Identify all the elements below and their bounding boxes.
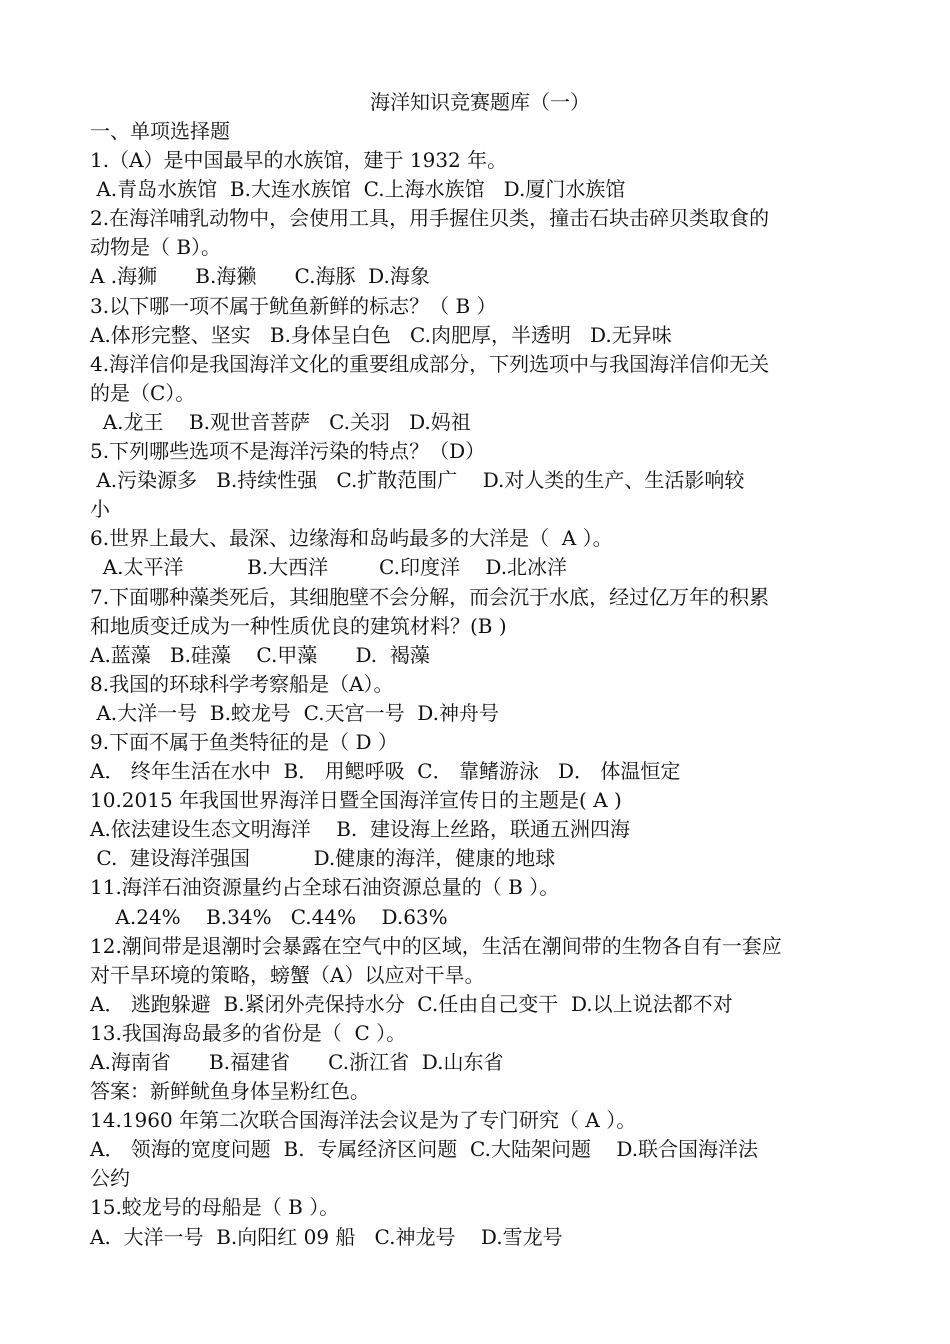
text-line: 5.下列哪些选项不是海洋污染的特点？（D） (90, 439, 486, 464)
text-line: 的是（C）。 (90, 380, 196, 405)
text-line: A.大洋一号 B.蛟龙号 C.天宫一号 D.神舟号 (90, 700, 499, 725)
text-line: A. 大洋一号 B.向阳红 09 船 C.神龙号 D.雪龙号 (90, 1224, 563, 1249)
text-line: 3.以下哪一项不属于鱿鱼新鲜的标志？（ B ） (90, 293, 497, 318)
text-line: A． 终年生活在水中 B． 用鳃呼吸 C． 靠鳍游泳 D． 体温恒定 (90, 759, 681, 784)
text-line: A.24% B.34% C.44% D.63% (90, 904, 448, 929)
text-line: A.污染源多 B.持续性强 C.扩散范围广 D.对人类的生产、生活影响较 (90, 468, 745, 493)
text-line: A.龙王 B.观世音菩萨 C.关羽 D.妈祖 (90, 409, 471, 434)
text-line: 15.蛟龙号的母船是（ B ）。 (90, 1195, 340, 1220)
text-line: 公约 (90, 1166, 130, 1191)
text-line: 8.我国的环球科学考察船是（A）。 (90, 671, 394, 696)
text-line: A .海狮 B.海獭 C.海豚 D.海象 (90, 264, 430, 289)
question-list (90, 146, 870, 1252)
text-line: C. 建设海洋强国 D.健康的海洋，健康的地球 (90, 846, 556, 871)
text-line: 14.1960 年第二次联合国海洋法会议是为了专门研究（ A ）。 (90, 1108, 637, 1133)
text-line: 9.下面不属于鱼类特征的是（ D ） (90, 729, 398, 754)
text-line: 11.海洋石油资源量约占全球石油资源总量的（ B ）。 (90, 875, 560, 900)
text-line: 和地质变迁成为一种性质优良的建筑材料？(B ) (90, 613, 507, 638)
text-line: 7.下面哪种藻类死后，其细胞壁不会分解，而会沉于水底，经过亿万年的积累 (90, 584, 770, 609)
text-line: A.蓝藻 B.硅藻 C.甲藻 D. 褐藻 (90, 642, 430, 667)
text-line: A.太平洋 B.大西洋 C.印度洋 D.北冰洋 (90, 555, 568, 580)
text-line: A.青岛水族馆 B.大连水族馆 C.上海水族馆 D.厦门水族馆 (90, 177, 626, 202)
text-line: 1.（A）是中国最早的水族馆，建于 1932 年。 (90, 148, 508, 173)
text-line: 12.潮间带是退潮时会暴露在空气中的区域，生活在潮间带的生物各自有一套应 (90, 933, 782, 958)
text-line: 4.海洋信仰是我国海洋文化的重要组成部分，下列选项中与我国海洋信仰无关 (90, 351, 770, 376)
text-line: 对干旱环境的策略，螃蟹（A）以应对干旱。 (90, 962, 485, 987)
text-line: A． 逃跑躲避 B.紧闭外壳保持水分 C.任由自己变干 D.以上说法都不对 (90, 991, 733, 1016)
document-title: 海洋知识竞赛题库（一） (370, 90, 590, 114)
text-line: A． 领海的宽度问题 B. 专属经济区问题 C.大陆架问题 D.联合国海洋法 (90, 1137, 759, 1162)
text-line: 10.2015 年我国世界海洋日暨全国海洋宣传日的主题是( A ) (90, 788, 622, 813)
text-line: A.体形完整、坚实 B.身体呈白色 C.肉肥厚，半透明 D.无异味 (90, 322, 672, 347)
text-line: 13.我国海岛最多的省份是（ C ）。 (90, 1020, 407, 1045)
answer-note: 答案：新鲜鱿鱼身体呈粉红色。 (90, 1079, 370, 1104)
text-line: 小 (90, 497, 110, 522)
text-line: A.依法建设生态文明海洋 B. 建设海上丝路，联通五洲四海 (90, 817, 630, 842)
text-line: 6.世界上最大、最深、边缘海和岛屿最多的大洋是（ A ）。 (90, 526, 613, 551)
text-line: 动物是（ B）。 (90, 235, 222, 260)
section-heading: 一、单项选择题 (90, 119, 230, 143)
text-line: 2.在海洋哺乳动物中，会使用工具，用手握住贝类，撞击石块击碎贝类取食的 (90, 206, 770, 231)
text-line: A.海南省 B.福建省 C.浙江省 D.山东省 (90, 1050, 504, 1074)
